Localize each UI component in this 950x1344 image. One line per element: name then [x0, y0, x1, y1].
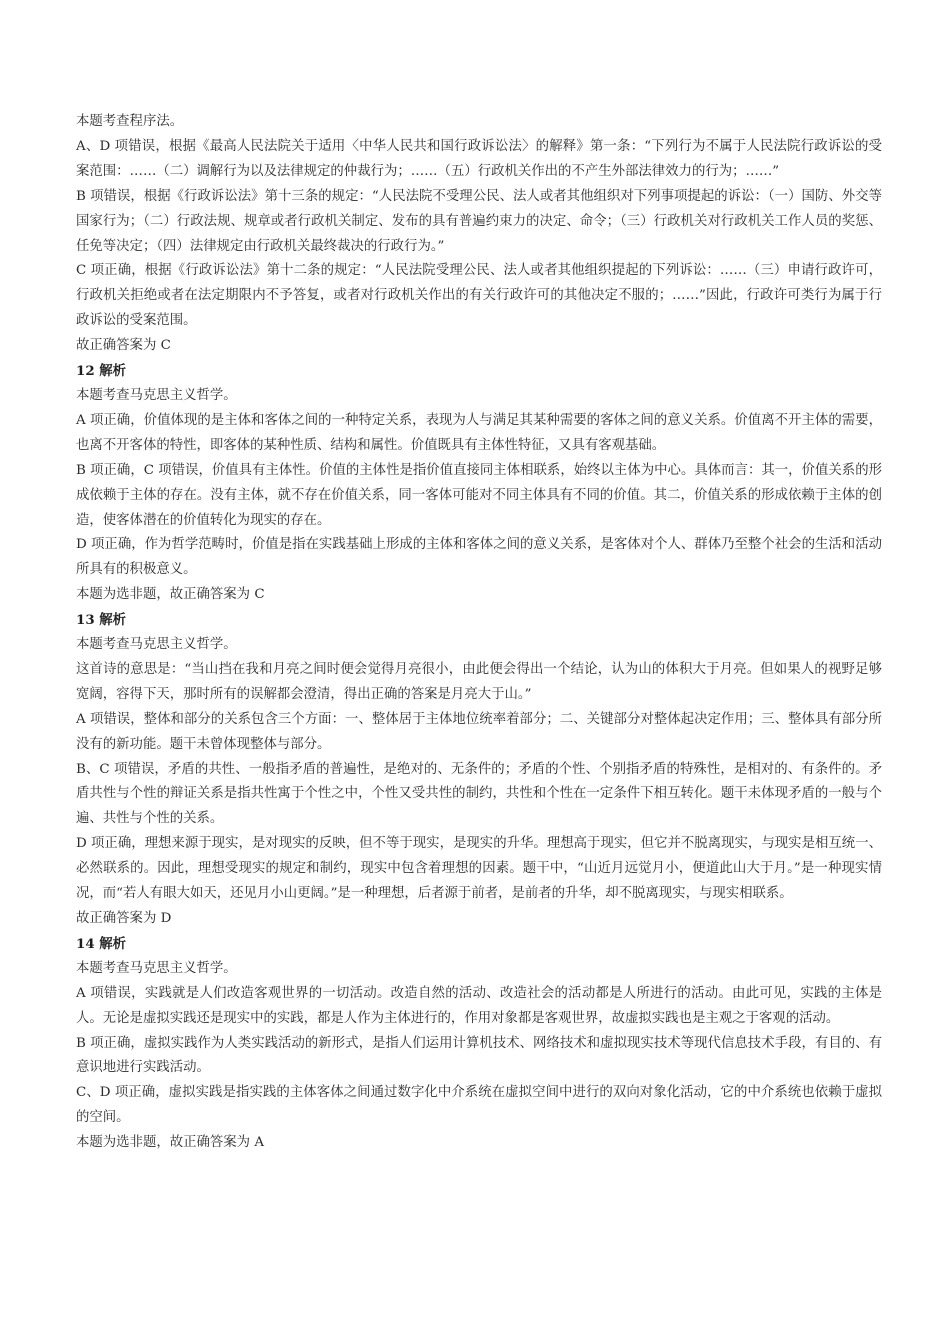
- paragraph: B 项正确，虚拟实践作为人类实践活动的新形式，是指人们运用计算机技术、网络技术和虚拟现实技术等现代信息技术手段，有目的、有意识地进行实践活动。: [76, 1035, 882, 1076]
- section-13: [76, 608, 882, 932]
- answer-line: 本题为选非题，故正确答案为 C: [76, 587, 265, 603]
- paragraph: D 项正确，作为哲学范畴时，价值是指在实践基础上形成的主体和客体之间的意义关系，是客体对个人、群体乃至整个社会的生活和活动所具有的积极意义。: [76, 537, 882, 578]
- paragraph: A 项错误，实践就是人们改造客观世界的一切活动。改造自然的活动、改造社会的活动都是人所进行的活动。由此可见，实践的主体是人。无论是虚拟实践还是现实中的实践，都是人作为主体进行的，作用对象都是客观世界，故虚拟实践也是主观之于客观的活动。: [76, 985, 882, 1026]
- paragraph: B 项错误，根据《行政诉讼法》第十三条的规定：“人民法院不受理公民、法人或者其他组织对下列事项提起的诉讼：（一）国防、外交等国家行为；（二）行政法规、规章或者行政机关制定、发布的具有普遍约束力的决定、命令；（三）行政机关对行政机关工作人员的奖惩、任免等决定；（四）法律规定由行政机关最终裁决的行政行为。”: [76, 188, 882, 254]
- section-11-conclusion: [76, 110, 882, 359]
- paragraph: C 项正确，根据《行政诉讼法》第十二条的规定：“人民法院受理公民、法人或者其他组织提起的下列诉讼：……（三）申请行政许可，行政机关拒绝或者在法定期限内不予答复，或者对行政机关作出的有关行政许可的其他决定不服的；……”因此，行政许可类行为属于行政诉讼的受案范围。: [76, 263, 882, 329]
- paragraph: 本题考查马克思主义哲学。: [76, 960, 237, 976]
- paragraph: D 项正确，理想来源于现实，是对现实的反映，但不等于现实，是现实的升华。理想高于现实，但它并不脱离现实，与现实是相互统一、必然联系的。因此，理想受现实的规定和制约，现实中包含着理想的因素。题干中，“山近月远觉月小，便道此山大于月。”是一种现实情况，而“若人有眼大如天，还见月小山更阔。”是一种理想，后者源于前者，是前者的升华，却不脱离现实，与现实相联系。: [76, 836, 882, 902]
- document-body: [76, 110, 882, 1156]
- section-heading: 14 解析: [76, 935, 127, 952]
- answer-line: 故正确答案为 C: [76, 338, 171, 354]
- section-12: [76, 359, 882, 608]
- paragraph: 本题考查程序法。: [76, 114, 184, 129]
- section-heading: 12 解析: [76, 363, 127, 380]
- section-14: [76, 932, 882, 1156]
- paragraph: B、C 项错误，矛盾的共性、一般指矛盾的普遍性，是绝对的、无条件的；矛盾的个性、个别指矛盾的特殊性，是相对的、有条件的。矛盾共性与个性的辩证关系是指共性寓于个性之中，个性又受共性的制约，共性和个性在一定条件下相互转化。题干未体现矛盾的一般与个遍、共性与个性的关系。: [76, 761, 882, 827]
- answer-line: 故正确答案为 D: [76, 911, 172, 926]
- paragraph: C、D 项正确，虚拟实践是指实践的主体客体之间通过数字化中介系统在虚拟空间中进行的双向对象化活动，它的中介系统也依赖于虚拟的空间。: [76, 1085, 882, 1126]
- paragraph: B 项正确，C 项错误，价值具有主体性。价值的主体性是指价值直接同主体相联系，始终以主体为中心。具体而言：其一，价值关系的形成依赖于主体的存在。没有主体，就不存在价值关系，同一客体可能对不同主体具有不同的价值。其二，价值关系的形成依赖于主体的创造，使客体潜在的价值转化为现实的存在。: [76, 462, 882, 528]
- paragraph: 本题考查马克思主义哲学。: [76, 637, 237, 653]
- paragraph: 本题考查马克思主义哲学。: [76, 387, 237, 403]
- section-heading: 13 解析: [76, 612, 127, 629]
- paragraph: 这首诗的意思是：“当山挡在我和月亮之间时便会觉得月亮很小，由此便会得出一个结论，认为山的体积大于月亮。但如果人的视野足够宽阔，容得下天，那时所有的误解都会澄清，得出正确的答案是月亮大于山。”: [76, 661, 882, 702]
- answer-line: 本题为选非题，故正确答案为 A: [76, 1135, 265, 1151]
- paragraph: A 项错误，整体和部分的关系包含三个方面：一、整体居于主体地位统率着部分；二、关键部分对整体起决定作用；三、整体具有部分所没有的新功能。题干未曾体现整体与部分。: [76, 711, 882, 752]
- paragraph: A 项正确，价值体现的是主体和客体之间的一种特定关系，表现为人与满足其某种需要的客体之间的意义关系。价值离不开主体的需要，也离不开客体的特性，即客体的某种性质、结构和属性。价值既具有主体性特征，又具有客观基础。: [76, 412, 882, 453]
- paragraph: A、D 项错误，根据《最高人民法院关于适用〈中华人民共和国行政诉讼法〉的解释》第一条：“下列行为不属于人民法院行政诉讼的受案范围：……（二）调解行为以及法律规定的仲裁行为；……（五）行政机关作出的不产生外部法律效力的行为；……”: [76, 138, 882, 179]
